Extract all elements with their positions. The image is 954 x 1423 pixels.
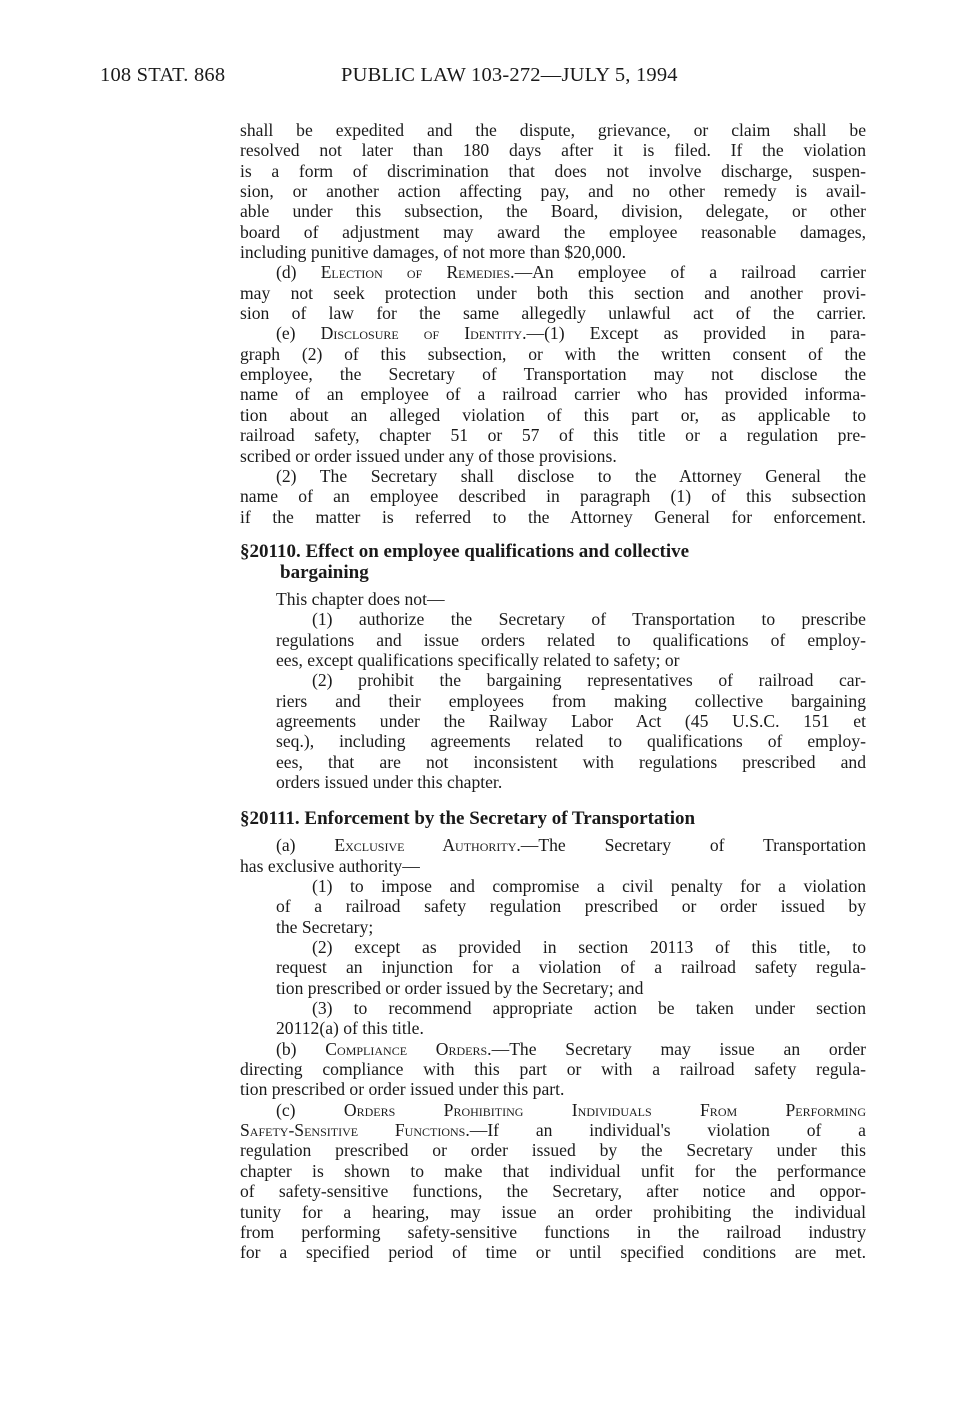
text-line: (2) except as provided in section 20113 of this title, to <box>312 937 866 958</box>
main-text <box>240 120 866 1263</box>
text-line: from performing safety-sensitive functions in the railroad industry <box>240 1221 866 1242</box>
text-line: name of an employee of a railroad carrier who has provided informa- <box>240 384 866 405</box>
subsection-label: (c) <box>276 1099 344 1120</box>
subsection-heading: Election of Remedies. <box>320 262 515 283</box>
public-law-title: PUBLIC LAW 103-272—JULY 5, 1994 <box>341 64 678 86</box>
subsection-a <box>240 835 866 876</box>
subsection-a-item-2 <box>240 937 866 998</box>
text-line: has exclusive authority— <box>240 855 420 876</box>
text-line: (1) to impose and compromise a civil penalty for a violation <box>312 876 866 896</box>
text-line: resolved not later than 180 days after it is filed. If the violation <box>240 140 866 161</box>
text-line: if the matter is referred to the Attorney General for enforcement. <box>240 506 866 527</box>
text-fragment: —(1) Except as provided in para- <box>526 323 866 344</box>
text-line <box>240 1120 866 1140</box>
text-line: orders issued under this chapter. <box>276 771 503 792</box>
text-line: able under this subsection, the Board, division, delegate, or other <box>240 201 866 222</box>
subsection-a-item-3 <box>240 998 866 1039</box>
subsection-heading: Compliance Orders. <box>325 1038 492 1059</box>
text-line: seq.), including agreements related to qualifications of employ- <box>276 731 866 752</box>
text-line: sion of law for the same allegedly unlawful act of the carrier. <box>240 303 866 324</box>
text-line: board of adjustment may award the employee reasonable damages, <box>240 221 866 242</box>
text-line: regulations and issue orders related to qualifications of employ- <box>276 629 866 650</box>
text-line: tion prescribed or order issued under this part. <box>240 1079 565 1100</box>
subsection-heading: Safety-Sensitive Functions. <box>240 1120 470 1141</box>
text-line: (2) prohibit the bargaining representatives of railroad car- <box>312 670 866 691</box>
subsection-e <box>240 323 866 465</box>
text-line: ees, that are not inconsistent with regulations prescribed and <box>276 751 866 772</box>
text-line: chapter is shown to make that individual unfit for the performance <box>240 1160 866 1181</box>
text-line: (3) to recommend appropriate action be taken under section <box>312 998 866 1019</box>
text-line: railroad safety, chapter 51 or 57 of this title or a regulation pre- <box>240 425 866 446</box>
text-fragment: —If an individual's violation of a <box>469 1120 866 1141</box>
text-line: tion about an alleged violation of this part or, as applicable to <box>240 404 866 425</box>
subsection-heading: Disclosure of Identity. <box>320 323 527 344</box>
subsection-label: (e) <box>276 323 321 344</box>
section-symbol: § <box>240 540 250 562</box>
statute-page-reference: 108 STAT. 868 <box>100 64 226 86</box>
text-line: employee, the Secretary of Transportation may not disclose the <box>240 364 866 385</box>
section-20110-intro <box>240 589 866 609</box>
section-symbol: § <box>240 808 250 830</box>
text-fragment: —An employee of a railroad carrier <box>514 262 866 283</box>
text-line: including punitive damages, of not more than $20,000. <box>240 242 627 263</box>
running-header <box>100 64 854 96</box>
text-line: shall be expedited and the dispute, grievance, or claim shall be <box>240 120 866 140</box>
text-line: (2) The Secretary shall disclose to the Attorney General the <box>276 465 866 486</box>
text-fragment: —The Secretary of Transportation <box>520 835 866 856</box>
text-line <box>240 835 866 855</box>
text-line <box>240 323 866 343</box>
continuation-paragraph <box>240 120 866 262</box>
text-line: (1) authorize the Secretary of Transportation to prescribe <box>312 609 866 630</box>
text-line: of safety-sensitive functions, the Secretary, after notice and oppor- <box>240 1181 866 1202</box>
section-20110-item-1 <box>240 609 866 670</box>
text-line: of a railroad safety regulation prescribed or order issued by <box>276 896 866 917</box>
text-line: for a specified period of time or until specified conditions are met. <box>240 1242 866 1263</box>
text-line: regulation prescribed or order issued by the Secretary under this <box>240 1140 866 1161</box>
text-line: scribed or order issued under any of those provisions. <box>240 445 617 466</box>
subsection-e-paragraph-2 <box>240 466 866 527</box>
subsection-label: (b) <box>276 1038 326 1059</box>
text-line: directing compliance with this part or with a railroad safety regula- <box>240 1059 866 1080</box>
text-line: tion prescribed or order issued by the Secretary; and <box>276 977 644 998</box>
subsection-label: (a) <box>276 835 335 856</box>
section-title-line: 20110. Effect on employee qualifications and collective <box>249 540 690 562</box>
text-line: request an injunction for a violation of a railroad safety regula- <box>276 957 866 978</box>
section-20110-heading <box>240 541 866 583</box>
section-20111-heading <box>240 808 866 829</box>
subsection-b <box>240 1039 866 1100</box>
text-line: graph (2) of this subsection, or with the written consent of the <box>240 343 866 364</box>
section-20110-item-2 <box>240 670 866 792</box>
subsection-c <box>240 1100 866 1263</box>
text-line <box>240 1039 866 1059</box>
subsection-heading: Exclusive Authority. <box>334 835 521 856</box>
text-line: This chapter does not— <box>276 588 445 609</box>
text-line: riers and their employees from making collective bargaining <box>276 690 866 711</box>
text-line <box>240 1100 866 1120</box>
section-title-line: bargaining <box>280 561 369 583</box>
subsection-heading: Orders Prohibiting Individuals From Performing <box>343 1099 866 1120</box>
text-line: name of an employee described in paragraph (1) of this subsection <box>240 486 866 507</box>
text-line: agreements under the Railway Labor Act (45 U.S.C. 151 et <box>276 710 866 731</box>
text-line: is a form of discrimination that does not involve discharge, suspen- <box>240 160 866 181</box>
text-line: sion, or another action affecting pay, and no other remedy is avail- <box>240 181 866 202</box>
text-line: ees, except qualifications specifically related to safety; or <box>276 649 680 670</box>
text-line <box>240 262 866 282</box>
subsection-a-item-1 <box>240 876 866 937</box>
text-line: 20112(a) of this title. <box>276 1018 424 1039</box>
subsection-d <box>240 262 866 323</box>
text-line: may not seek protection under both this section and another provi- <box>240 282 866 303</box>
text-fragment: —The Secretary may issue an order <box>491 1038 867 1059</box>
text-line: tunity for a hearing, may issue an order prohibiting the individual <box>240 1201 866 1222</box>
subsection-label: (d) <box>276 262 321 283</box>
text-line: the Secretary; <box>276 916 374 937</box>
section-title-line: 20111. Enforcement by the Secretary of Transportation <box>249 808 696 830</box>
